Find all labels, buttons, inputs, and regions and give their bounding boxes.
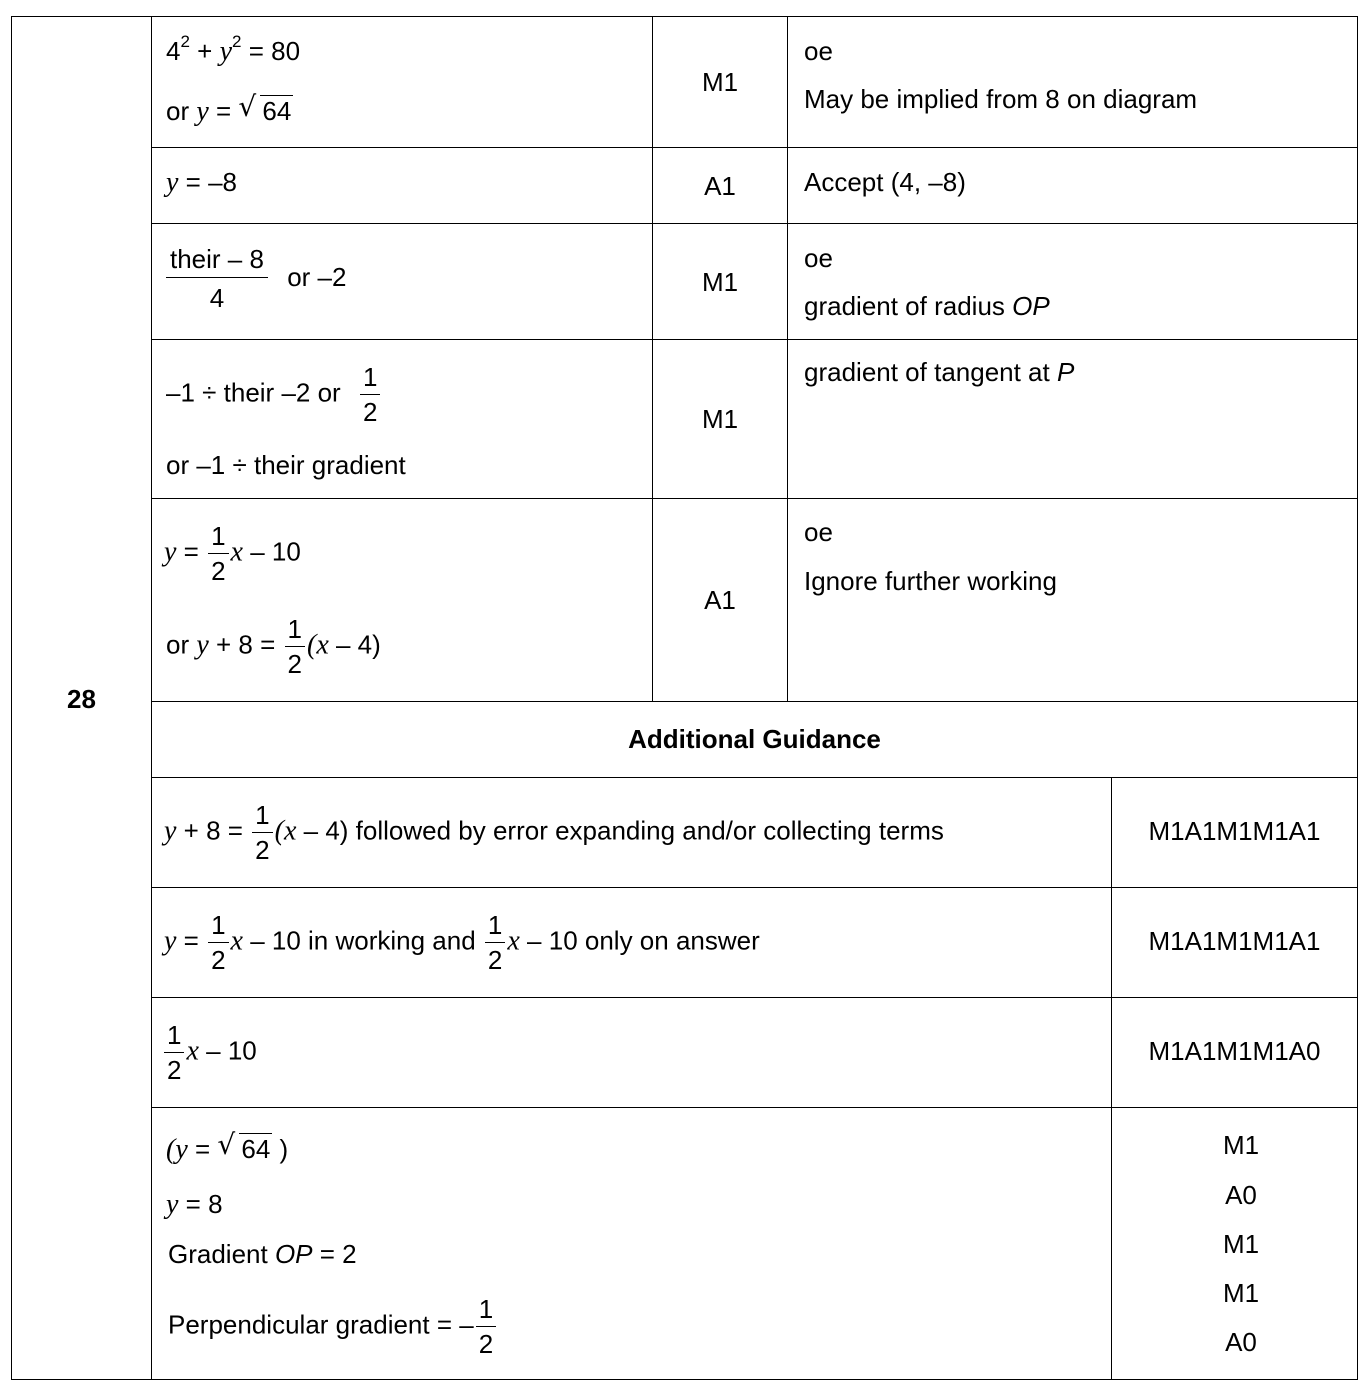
working-line: –1 ÷ their –2 or $\frac{1}{2}$ xyxy=(166,360,382,429)
guidance-working: $\frac{1}{2}$ x – 10 xyxy=(162,1018,257,1087)
comment: gradient of radius OP xyxy=(804,291,1050,321)
guidance-working: y = 8 xyxy=(166,1189,223,1220)
guidance-mark: A0 xyxy=(1225,1327,1257,1357)
square-root: √ 64 xyxy=(217,1128,271,1164)
comment: oe xyxy=(804,243,833,273)
working-line: $4^2 + y^2 = 80$ xyxy=(166,32,301,67)
row-divider xyxy=(151,147,1358,148)
guidance-mark: M1A1M1M1A1 xyxy=(1148,816,1321,846)
comment: oe xyxy=(804,517,833,547)
fraction: $\frac{1}{2}$ xyxy=(208,519,228,588)
guidance-mark: M1A1M1M1A0 xyxy=(1148,1036,1321,1066)
row-divider xyxy=(151,339,1358,340)
fraction: $\frac{1}{2}$ xyxy=(360,360,380,429)
guidance-heading: Additional Guidance xyxy=(628,724,881,754)
guidance-working: Perpendicular gradient = – $\frac{1}{2}$ xyxy=(168,1292,498,1361)
mark-cell: M1 xyxy=(701,267,739,297)
fraction: $\frac{1}{2}$ xyxy=(476,1292,496,1361)
fraction: $\frac{1}{2}$ xyxy=(252,798,272,867)
comment: May be implied from 8 on diagram xyxy=(804,84,1198,114)
row-divider xyxy=(151,777,1358,778)
working-line: or –1 ÷ their gradient xyxy=(166,450,406,480)
guidance-working: y + 8 = $\frac{1}{2}$ (x – 4) followed by error expanding and/or collecting terms xyxy=(164,800,944,865)
row-divider xyxy=(151,223,1358,224)
mark-cell: A1 xyxy=(704,171,736,201)
working-line: y = –8 xyxy=(166,167,237,198)
row-divider xyxy=(151,701,1358,702)
guidance-mark: M1 xyxy=(1222,1229,1260,1259)
fraction: $\frac{1}{2}$ xyxy=(285,612,305,681)
working-line: or y + 8 = $\frac{1}{2}$ (x – 4) xyxy=(166,614,381,679)
fraction: $\frac{\text{their – 8}}{4}$ xyxy=(166,241,268,318)
mark-cell: A1 xyxy=(704,585,736,615)
working-line: or y = √ 64 xyxy=(166,90,292,127)
guidance-mark: M1 xyxy=(1222,1130,1260,1160)
divider-question-col xyxy=(151,16,152,1380)
divider-mark-comment xyxy=(787,16,788,701)
row-divider xyxy=(151,887,1358,888)
row-divider xyxy=(151,1107,1358,1108)
border-bottom xyxy=(11,1379,1358,1380)
mark-cell: M1 xyxy=(701,404,739,434)
question-number: 28 xyxy=(67,684,96,714)
border-right xyxy=(1357,16,1358,1380)
guidance-working: Gradient OP = 2 xyxy=(168,1239,357,1269)
fraction: $\frac{1}{2}$ xyxy=(164,1018,184,1087)
border-top xyxy=(11,16,1358,17)
guidance-mark: M1 xyxy=(1222,1278,1260,1308)
comment: Ignore further working xyxy=(804,566,1057,596)
guidance-working: (y = √ 64 ) xyxy=(166,1128,289,1165)
guidance-working: y = $\frac{1}{2}$ x – 10 in working and $\frac{1}{2}$ x – 10 only on answer xyxy=(164,910,760,975)
comment: Accept (4, –8) xyxy=(804,167,966,197)
row-divider xyxy=(151,498,1358,499)
working-line: y = $\frac{1}{2}$ x – 10 xyxy=(164,521,301,586)
row-divider xyxy=(151,997,1358,998)
guidance-mark: A0 xyxy=(1225,1180,1257,1210)
working-line: $\frac{\text{their – 8}}{4}$ or –2 xyxy=(164,241,346,318)
fraction: $\frac{1}{2}$ xyxy=(485,908,505,977)
guidance-mark: M1A1M1M1A1 xyxy=(1148,926,1321,956)
comment: oe xyxy=(804,36,833,66)
square-root: √ 64 xyxy=(238,90,292,126)
mark-cell: M1 xyxy=(701,67,739,97)
fraction: $\frac{1}{2}$ xyxy=(208,908,228,977)
comment: gradient of tangent at P xyxy=(804,357,1075,387)
